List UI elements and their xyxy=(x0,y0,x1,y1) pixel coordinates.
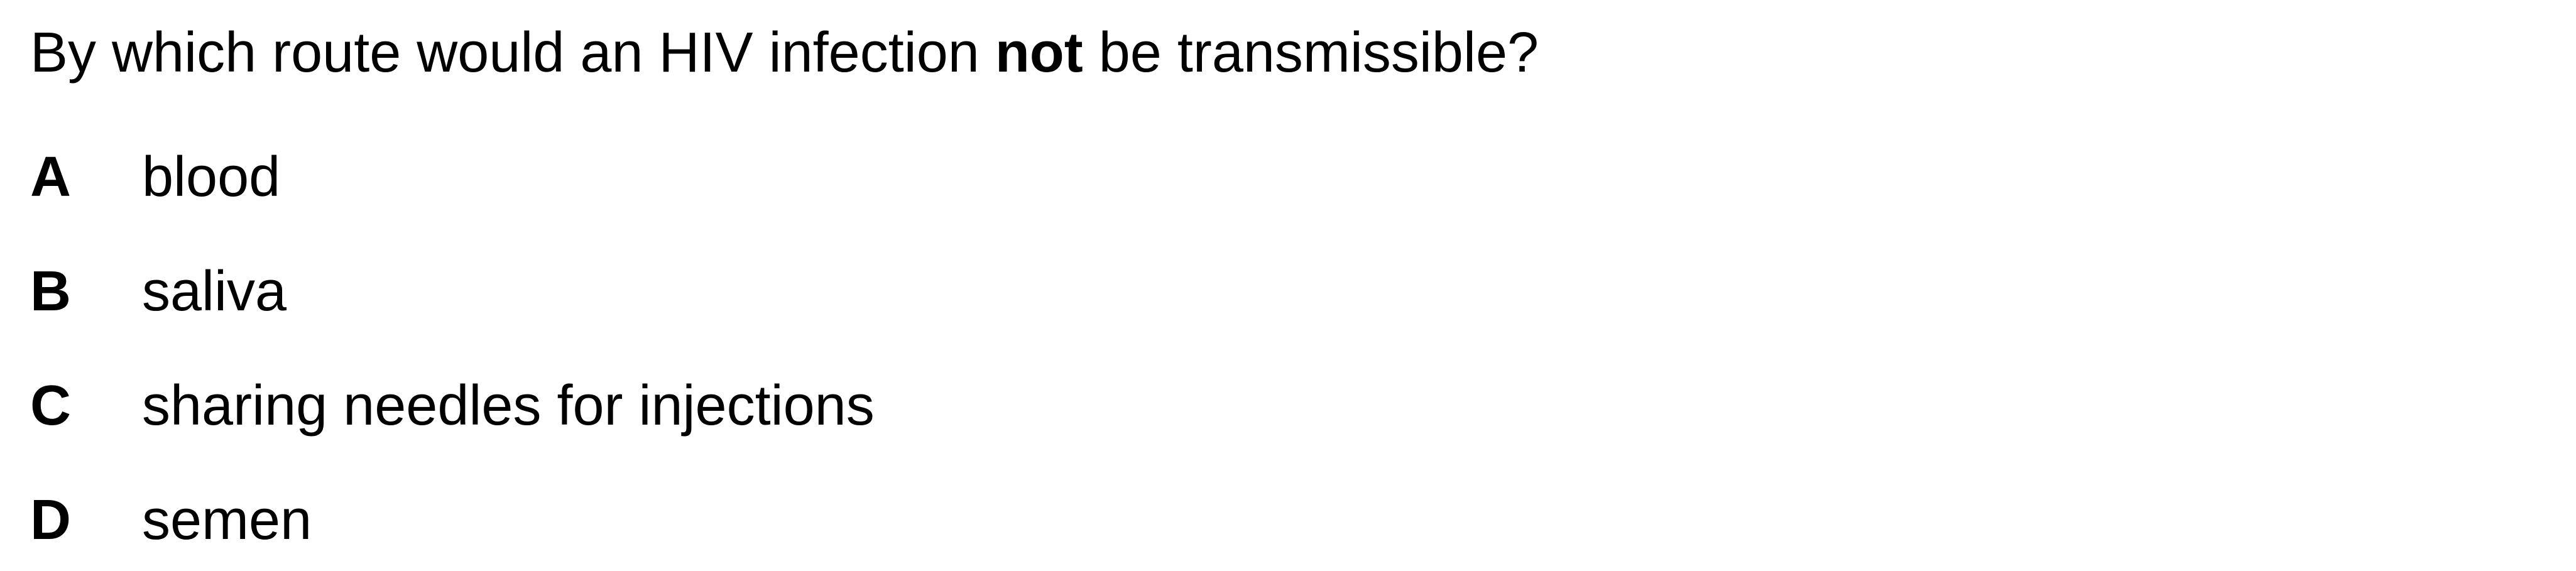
question-text-before: By which route would an HIV infection xyxy=(30,21,995,84)
option-c-letter: C xyxy=(30,374,71,437)
option-b[interactable] xyxy=(30,254,287,329)
option-b-text: saliva xyxy=(142,260,287,323)
option-d-letter: D xyxy=(30,489,71,552)
option-a-text: blood xyxy=(142,146,281,209)
option-c-text: sharing needles for injections xyxy=(142,374,875,437)
option-d[interactable] xyxy=(30,482,312,558)
question-text-after: be transmissible? xyxy=(1083,21,1539,84)
option-b-letter: B xyxy=(30,260,71,323)
option-c[interactable] xyxy=(30,368,875,443)
question-text xyxy=(30,15,1539,90)
option-a-letter: A xyxy=(30,146,71,209)
question-emphasis: not xyxy=(995,21,1083,84)
option-a[interactable] xyxy=(30,139,280,215)
option-d-text: semen xyxy=(142,489,312,552)
